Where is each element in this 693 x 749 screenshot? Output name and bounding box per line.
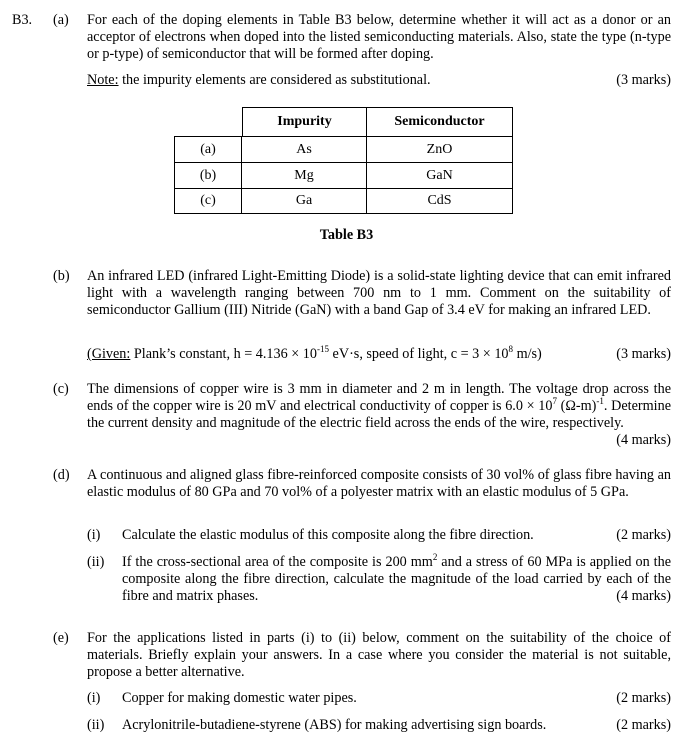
given-label: (Given:: [87, 346, 131, 362]
note-label: Note:: [87, 72, 119, 88]
part-d-ii-marks: (4 marks): [616, 588, 671, 604]
given-text: eV·s, speed of light, c = 3 × 10: [328, 346, 509, 362]
table-row: [174, 188, 513, 214]
part-d-ii-text: [122, 554, 671, 605]
part-a-marks: (3 marks): [616, 72, 671, 88]
part-d-i-text: Calculate the elastic modulus of this composite along the fibre direction.: [122, 527, 534, 543]
row-label: (a): [174, 136, 242, 162]
part-c-text-1: The dimensions of copper wire is 3 mm in diameter and 2 m in length. The voltage drop across the ends of the copper wire is 20 mV and electrical conductivity of copper is 6.0 × 10: [87, 381, 671, 414]
table-row: [174, 162, 513, 188]
part-b-marks: (3 marks): [616, 346, 671, 362]
row-semiconductor: GaN: [367, 162, 513, 188]
row-semiconductor: CdS: [367, 188, 513, 214]
note-text: the impurity elements are considered as substitutional.: [118, 72, 431, 88]
table-b3: [174, 107, 513, 214]
exponent: 7: [552, 396, 557, 406]
part-c-text-3: . Determine the current density and magnitude of the electric field across the ends of the wire, respectively.: [87, 398, 671, 431]
exponent: -1: [596, 396, 604, 406]
part-a-text: For each of the doping elements in Table B3 below, determine whether it will act as a donor or an acceptor of electrons when doped into the listed semiconducting materials. Also, state the type (n-type or p-type) of semiconductor that will be formed after doping.: [87, 12, 671, 62]
part-c-label: (c): [53, 381, 69, 397]
part-a-note: [87, 72, 671, 89]
header-semiconductor: Semiconductor: [367, 107, 513, 136]
part-d-ii-text-2: and a stress of 60 MPa is applied on the composite along the fibre direction, calculate the magnitude of the load carried by each of the fibre and matrix phases.: [122, 554, 671, 604]
part-d-i-label: (i): [87, 527, 101, 543]
part-a-label: (a): [53, 12, 69, 28]
given-exponent: 8: [508, 344, 514, 354]
given-text: Plank’s constant, h = 4.136 × 10: [130, 346, 317, 362]
part-d-i-marks: (2 marks): [616, 527, 671, 543]
row-label: (c): [174, 188, 242, 214]
header-impurity: Impurity: [242, 107, 367, 136]
part-b-given: [87, 346, 671, 363]
row-impurity: As: [242, 136, 367, 162]
part-e-label: (e): [53, 630, 69, 646]
row-semiconductor: ZnO: [367, 136, 513, 162]
table-caption: Table B3: [319, 227, 374, 243]
part-e-i-text: Copper for making domestic water pipes.: [122, 690, 357, 706]
row-label: (b): [174, 162, 242, 188]
part-d-ii-text-1: If the cross-sectional area of the composite is 200 mm: [122, 554, 433, 570]
part-c-text: [87, 381, 671, 432]
part-e-i-label: (i): [87, 690, 101, 706]
part-e-i-marks: (2 marks): [616, 690, 671, 706]
part-e-ii-label: (ii): [87, 717, 105, 733]
part-e-ii-text: Acrylonitrile-butadiene-styrene (ABS) for making advertising sign boards.: [122, 717, 547, 733]
part-e-text: For the applications listed in parts (i) to (ii) below, comment on the suitability of the choice of materials. Briefly explain your answers. In a case where you consider the material is not suitable, propose a better alternative.: [87, 630, 671, 680]
row-impurity: Mg: [242, 162, 367, 188]
table-row: [174, 136, 513, 162]
part-d-text: A continuous and aligned glass fibre-reinforced composite consists of 30 vol% of glass fibre having an elastic modulus of 80 GPa and 70 vol% of a polyester matrix with an elastic modulus of 5 GPa.: [87, 467, 671, 500]
part-b-text: An infrared LED (infrared Light-Emitting Diode) is a solid-state lighting device that can emit infrared light with a wavelength ranging between 700 nm to 1 mm. Comment on the suitability of semiconductor Gallium (III) Nitride (GaN) with a band Gap of 3.4 eV for making an infrared LED.: [87, 268, 671, 318]
exponent: 2: [432, 552, 438, 562]
part-d-label: (d): [53, 467, 70, 483]
given-text: m/s): [513, 346, 542, 362]
part-c-text-2: (Ω-m): [556, 398, 597, 414]
part-e-ii-marks: (2 marks): [616, 717, 671, 733]
question-number: B3.: [12, 12, 33, 28]
part-b-label: (b): [53, 268, 70, 284]
row-impurity: Ga: [242, 188, 367, 214]
part-d-ii-label: (ii): [87, 554, 105, 570]
part-c-marks: (4 marks): [616, 432, 671, 448]
given-exponent: -15: [316, 344, 329, 354]
